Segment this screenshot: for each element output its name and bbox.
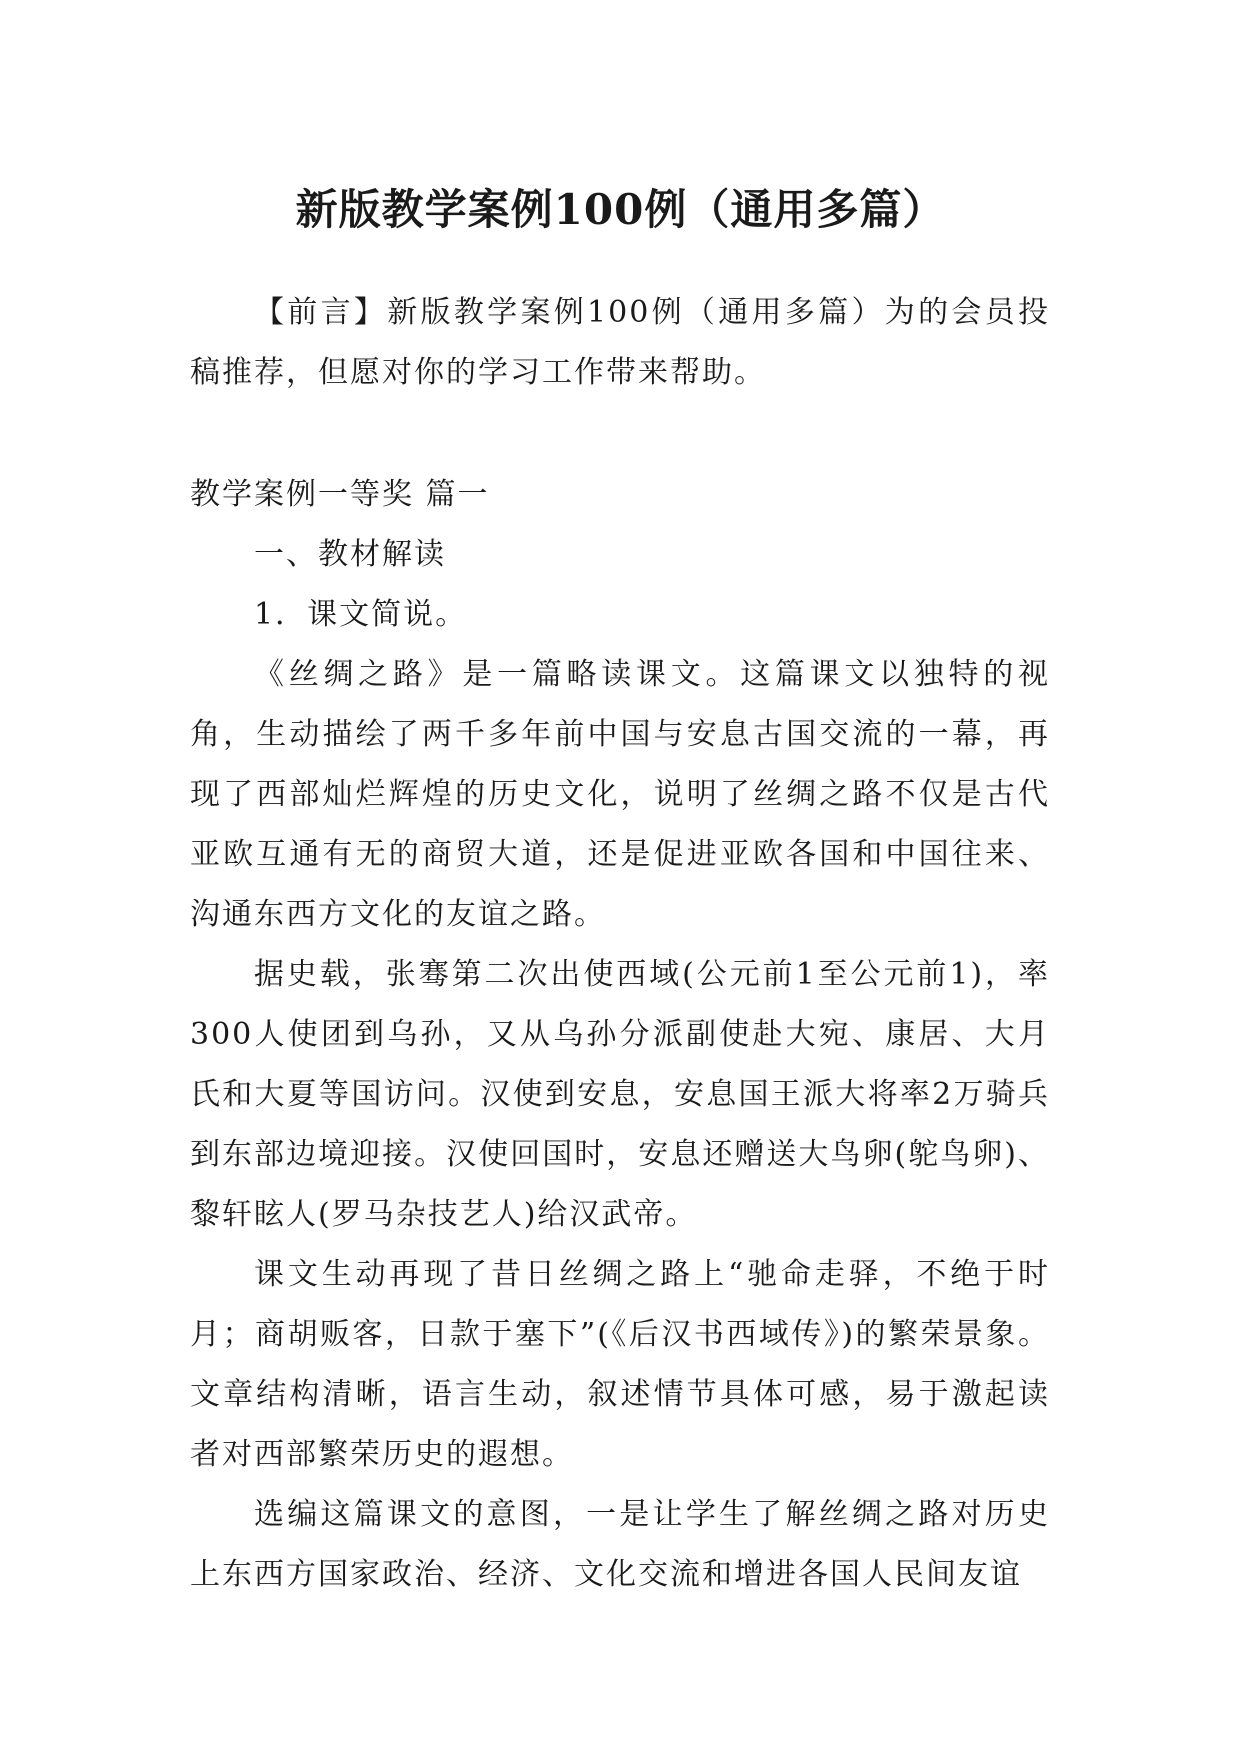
body-paragraph: 课文生动再现了昔日丝绸之路上“驰命走驿，不绝于时月；商胡贩客，日款于塞下”(《后汉书西域传》)的繁荣景象。文章结构清晰，语言生动，叙述情节具体可感，易于激起读者对西部繁荣历史的遐想。 — [190, 1257, 1050, 1472]
preface-paragraph: 【前言】新版教学案例100例（通用多篇）为的会员投稿推荐，但愿对你的学习工作带来帮助。 — [190, 295, 1050, 390]
subheading-textbook-reading: 一、教材解读 — [254, 537, 446, 572]
subheading-text-summary: 1．课文简说。 — [254, 597, 468, 632]
body-paragraph: 《丝绸之路》是一篇略读课文。这篇课文以独特的视角，生动描绘了两千多年前中国与安息古国交流的一幕，再现了西部灿烂辉煌的历史文化，说明了丝绸之路不仅是古代亚欧互通有无的商贸大道，还是促进亚欧各国和中国往来、沟通东西方文化的友谊之路。 — [190, 657, 1050, 932]
body-paragraph: 据史载，张骞第二次出使西域(公元前1至公元前1)，率300人使团到乌孙，又从乌孙分派副使赴大宛、康居、大月氏和大夏等国访问。汉使到安息，安息国王派大将率2万骑兵到东部边境迎接。汉使回国时，安息还赠送大鸟卵(鸵鸟卵)、黎轩眩人(罗马杂技艺人)给汉武帝。 — [190, 957, 1050, 1232]
body-paragraph: 选编这篇课文的意图，一是让学生了解丝绸之路对历史上东西方国家政治、经济、文化交流和增进各国人民间友谊 — [190, 1497, 1050, 1592]
document-body — [190, 283, 1050, 1605]
section-heading: 教学案例一等奖 篇一 — [190, 477, 490, 512]
document-title: 新版教学案例100例（通用多篇） — [295, 185, 946, 235]
